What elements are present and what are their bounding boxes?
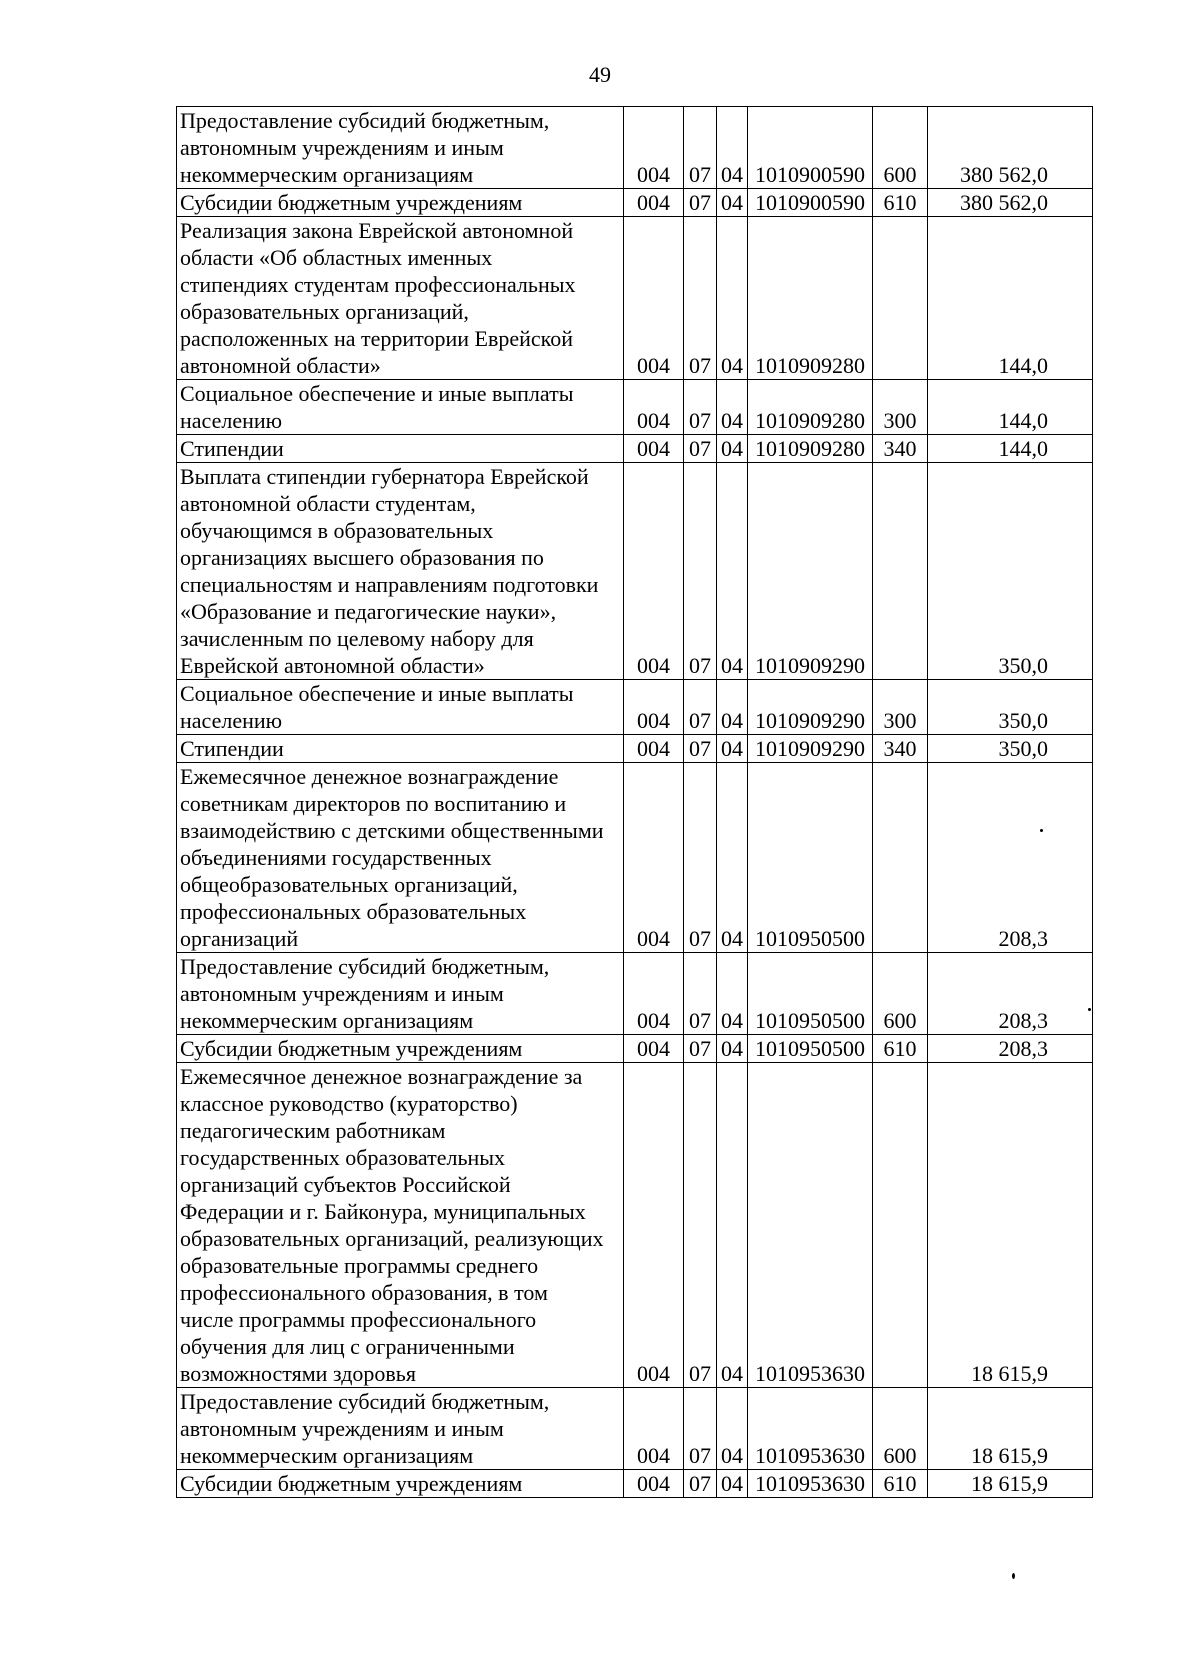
amount-cell: 380 562,0 [928,189,1093,217]
table-row [177,763,1093,953]
description-cell [177,380,624,435]
description-line: Реализация закона Еврейской автономной [180,218,574,243]
ministry-code-cell: 004 [624,463,684,680]
target-article-cell: 1010953630 [748,1063,873,1388]
subsection-code-cell: 04 [717,1035,748,1063]
description-line: Предоставление субсидий бюджетным, [180,1389,550,1414]
description-line: области «Об областных именных [180,245,493,270]
description-line: специальностям и направлениям подготовки [180,572,599,597]
section-code-cell: 07 [684,735,717,763]
ministry-code-cell: 004 [624,763,684,953]
description-line: взаимодействию с детскими общественными [180,818,604,843]
description-cell [177,953,624,1035]
target-article-cell: 1010950500 [748,1035,873,1063]
target-article-cell: 1010909290 [748,735,873,763]
description-line: общеобразовательных организаций, [180,872,518,897]
target-article-cell: 1010953630 [748,1388,873,1470]
description-line: Социальное обеспечение и иные выплаты [180,381,574,406]
description-line: возможностями здоровья [180,1361,416,1386]
description-cell [177,763,624,953]
section-code-cell: 07 [684,953,717,1035]
target-article-cell: 1010909280 [748,217,873,380]
description-line: некоммерческим организациям [180,1008,474,1033]
description-line: профессиональных образовательных [180,899,527,924]
expense-type-cell [873,463,928,680]
subsection-code-cell: 04 [717,1388,748,1470]
description-line: советникам директоров по воспитанию и [180,791,567,816]
ministry-code-cell: 004 [624,953,684,1035]
ministry-code-cell: 004 [624,1063,684,1388]
amount-cell: 18 615,9 [928,1063,1093,1388]
amount-cell: 350,0 [928,463,1093,680]
description-line: Еврейской автономной области» [180,653,485,678]
budget-table-body [177,107,1093,1498]
amount-cell: 208,3 [928,953,1093,1035]
target-article-cell: 1010909280 [748,435,873,463]
subsection-code-cell: 04 [717,380,748,435]
expense-type-cell: 340 [873,435,928,463]
description-line: Субсидии бюджетным учреждениям [180,1036,523,1061]
section-code-cell: 07 [684,1470,717,1498]
target-article-cell: 1010909290 [748,463,873,680]
description-cell [177,217,624,380]
subsection-code-cell: 04 [717,107,748,189]
section-code-cell: 07 [684,107,717,189]
ministry-code-cell: 004 [624,680,684,735]
description-line: образовательные программы среднего [180,1253,539,1278]
description-line: организациях высшего образования по [180,545,544,570]
target-article-cell: 1010950500 [748,763,873,953]
description-line: «Образование и педагогические науки», [180,599,557,624]
section-code-cell: 07 [684,680,717,735]
description-cell [177,1035,624,1063]
table-row [177,217,1093,380]
expense-type-cell: 610 [873,1035,928,1063]
ministry-code-cell: 004 [624,1035,684,1063]
amount-cell: 208,3 [928,1035,1093,1063]
description-line: расположенных на территории Еврейской [180,326,573,351]
ministry-code-cell: 004 [624,189,684,217]
description-cell [177,735,624,763]
amount-cell: 350,0 [928,680,1093,735]
amount-cell: 144,0 [928,217,1093,380]
table-row [177,435,1093,463]
description-line: Федерации и г. Байконура, муниципальных [180,1199,586,1224]
page-number: 49 [589,62,611,87]
expense-type-cell [873,763,928,953]
section-code-cell: 07 [684,189,717,217]
expense-type-cell: 300 [873,380,928,435]
description-line: числе программы профессионального [180,1307,537,1332]
subsection-code-cell: 04 [717,763,748,953]
table-row [177,380,1093,435]
expense-type-cell: 610 [873,1470,928,1498]
target-article-cell: 1010900590 [748,107,873,189]
description-line: Субсидии бюджетным учреждениям [180,190,523,215]
description-line: Выплата стипендии губернатора Еврейской [180,464,589,489]
section-code-cell: 07 [684,1035,717,1063]
description-cell [177,463,624,680]
description-line: Предоставление субсидий бюджетным, [180,954,550,979]
description-line: стипендиях студентам профессиональных [180,272,576,297]
section-code-cell: 07 [684,435,717,463]
section-code-cell: 07 [684,1063,717,1388]
subsection-code-cell: 04 [717,217,748,380]
subsection-code-cell: 04 [717,1063,748,1388]
description-cell [177,1063,624,1388]
description-line: педагогическим работникам [180,1118,446,1143]
description-line: Субсидии бюджетным учреждениям [180,1471,523,1496]
description-line: автономной области студентам, [180,491,476,516]
expense-type-cell: 300 [873,680,928,735]
table-row [177,1035,1093,1063]
description-line: организаций [180,926,299,951]
description-line: населению [180,408,283,433]
section-code-cell: 07 [684,1388,717,1470]
amount-cell: 144,0 [928,435,1093,463]
table-row [177,680,1093,735]
scan-speck [1040,829,1043,832]
description-line: автономным учреждениям и иным [180,135,504,160]
description-line: Социальное обеспечение и иные выплаты [180,681,574,706]
description-line: обучающимся в образовательных [180,518,494,543]
expense-type-cell: 610 [873,189,928,217]
table-row [177,463,1093,680]
ministry-code-cell: 004 [624,435,684,463]
description-line: автономным учреждениям и иным [180,1416,504,1441]
scan-speck [1088,1008,1091,1011]
description-line: зачисленным по целевому набору для [180,626,534,651]
description-cell [177,680,624,735]
description-line: государственных образовательных [180,1145,506,1170]
description-line: Стипендии [180,436,284,461]
description-cell [177,189,624,217]
expense-type-cell [873,1063,928,1388]
expense-type-cell: 600 [873,107,928,189]
description-line: обучения для лиц с ограниченными [180,1334,515,1359]
table-row [177,189,1093,217]
description-line: населению [180,708,283,733]
amount-cell: 350,0 [928,735,1093,763]
subsection-code-cell: 04 [717,735,748,763]
description-line: образовательных организаций, [180,299,469,324]
expense-type-cell: 600 [873,1388,928,1470]
amount-cell: 18 615,9 [928,1470,1093,1498]
ministry-code-cell: 004 [624,107,684,189]
description-line: некоммерческим организациям [180,1443,474,1468]
description-line: Стипендии [180,736,284,761]
table-row [177,1470,1093,1498]
ministry-code-cell: 004 [624,380,684,435]
subsection-code-cell: 04 [717,953,748,1035]
amount-cell: 380 562,0 [928,107,1093,189]
description-cell [177,1388,624,1470]
subsection-code-cell: 04 [717,435,748,463]
description-line: организаций субъектов Российской [180,1172,511,1197]
ministry-code-cell: 004 [624,217,684,380]
description-line: некоммерческим организациям [180,162,474,187]
target-article-cell: 1010900590 [748,189,873,217]
budget-table [176,106,1093,1498]
table-row [177,735,1093,763]
description-line: объединениями государственных [180,845,492,870]
description-line: профессионального образования, в том [180,1280,548,1305]
description-line: Ежемесячное денежное вознаграждение за [180,1064,583,1089]
subsection-code-cell: 04 [717,680,748,735]
target-article-cell: 1010950500 [748,953,873,1035]
expense-type-cell: 600 [873,953,928,1035]
target-article-cell: 1010909280 [748,380,873,435]
description-cell [177,435,624,463]
amount-cell: 18 615,9 [928,1388,1093,1470]
subsection-code-cell: 04 [717,1470,748,1498]
section-code-cell: 07 [684,463,717,680]
description-line: Ежемесячное денежное вознаграждение [180,764,559,789]
section-code-cell: 07 [684,380,717,435]
subsection-code-cell: 04 [717,463,748,680]
table-row [177,1388,1093,1470]
ministry-code-cell: 004 [624,1470,684,1498]
description-cell [177,107,624,189]
scan-speck [1012,1573,1015,1579]
ministry-code-cell: 004 [624,1388,684,1470]
section-code-cell: 07 [684,217,717,380]
table-row [177,1063,1093,1388]
amount-cell: 208,3 [928,763,1093,953]
description-line: автономным учреждениям и иным [180,981,504,1006]
subsection-code-cell: 04 [717,189,748,217]
table-row [177,953,1093,1035]
target-article-cell: 1010909290 [748,680,873,735]
description-line: Предоставление субсидий бюджетным, [180,108,550,133]
expense-type-cell [873,217,928,380]
table-row [177,107,1093,189]
ministry-code-cell: 004 [624,735,684,763]
description-line: классное руководство (кураторство) [180,1091,518,1116]
description-line: автономной области» [180,353,381,378]
target-article-cell: 1010953630 [748,1470,873,1498]
section-code-cell: 07 [684,763,717,953]
description-cell [177,1470,624,1498]
description-line: образовательных организаций, реализующих [180,1226,604,1251]
expense-type-cell: 340 [873,735,928,763]
amount-cell: 144,0 [928,380,1093,435]
